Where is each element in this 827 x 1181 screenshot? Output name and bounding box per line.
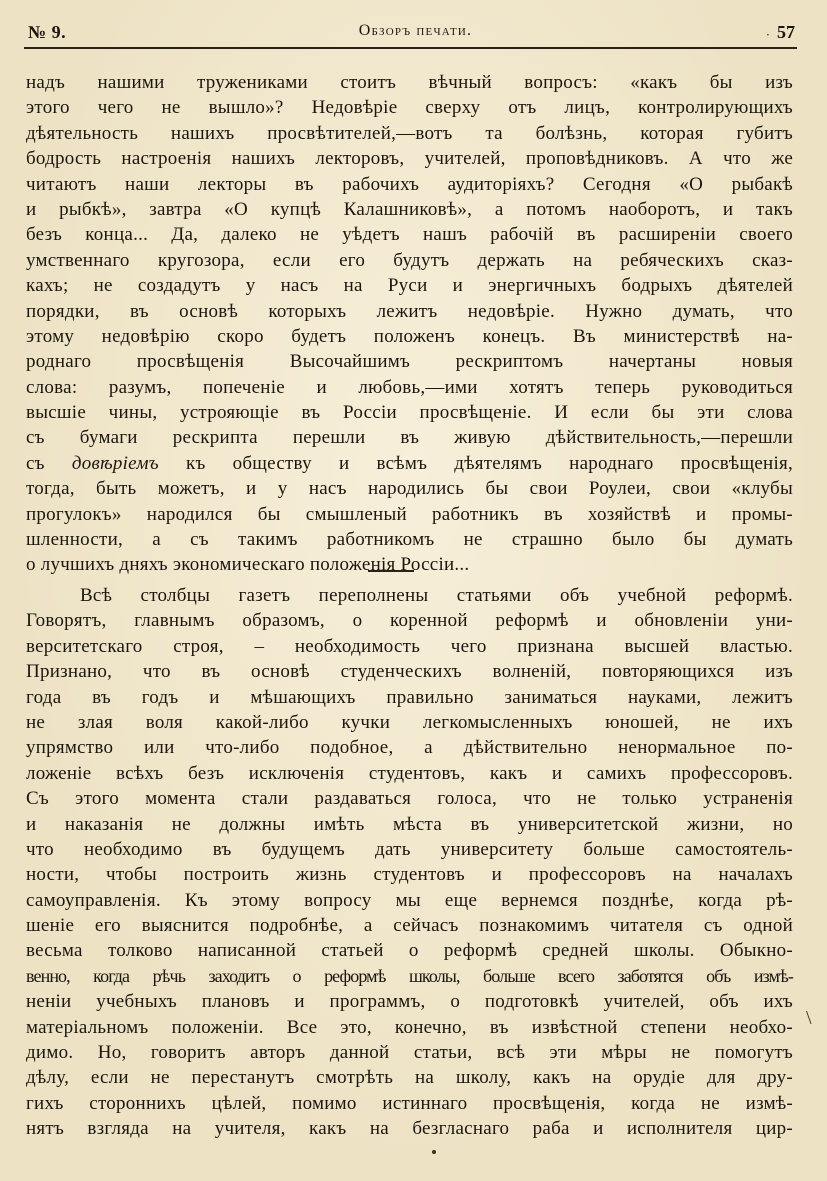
text-line: о лучшихъ дняхъ экономическаго положенія Россіи... (26, 554, 470, 576)
text-line: безъ конца... Да, далеко не уѣдетъ нашъ рабочій въ расширеніи своего (26, 224, 793, 246)
text-line: Съ этого момента стали раздаваться голоса, что не только устраненія (26, 788, 793, 810)
text-line: упрямство или что-либо подобное, а дѣйствительно ненормальное по- (26, 737, 793, 759)
text-line: съ бумаги рескрипта перешли въ живую дѣйствительность,—перешли (26, 427, 793, 449)
header-rule (24, 47, 797, 49)
text-line: что необходимо въ будущемъ дать университету больше самостоятель- (26, 838, 793, 860)
text-line: Всѣ столбцы газетъ переполнены статьями объ учебной реформѣ. (80, 585, 793, 606)
text-line: самоуправленія. Къ этому вопросу мы еще вернемся позднѣе, когда рѣ- (26, 889, 793, 911)
text-line: неніи учебныхъ плановъ и программъ, о подготовкѣ учителей, объ ихъ (26, 991, 793, 1013)
margin-tick-mark: \ (806, 1007, 812, 1029)
text-line: читаютъ наши лекторы въ рабочихъ аудиторіяхъ? Сегодня «О рыбакѣ (26, 173, 793, 195)
text-line: надъ нашими тружениками стоитъ вѣчный вопросъ: «какъ бы изъ (26, 72, 793, 93)
text-line: дѣлу, если не перестанутъ смотрѣть на школу, какъ на орудіе для дру- (26, 1067, 793, 1089)
text-line: Признано, что въ основѣ студенческихъ волненій, повторяющихся изъ (26, 661, 793, 683)
text-line: бодрость настроенія нашихъ лекторовъ, учителей, проповѣдниковъ. А что же (26, 148, 793, 170)
text-line: шленности, а съ такимъ работникомъ не страшно было бы думать (26, 529, 793, 551)
print-dot-mark (432, 1150, 436, 1154)
paragraph-continued (26, 70, 793, 578)
text-line: съ довѣріемъ къ обществу и всѣмъ дѣятелямъ народнаго просвѣщенія, (26, 452, 793, 474)
text-line: ложеніе всѣхъ безъ исключенія студентовъ, какъ и самихъ профессоровъ. (26, 762, 793, 784)
paragraph-school-reform (26, 583, 793, 1142)
text-line: и наказанія не должны имѣть мѣста въ университетской жизни, но (26, 813, 793, 835)
text-line: прогулокъ» народился бы смышленый работникъ въ хозяйствѣ и промы- (26, 503, 793, 525)
text-line: кахъ; не создадутъ у насъ на Руси и энергичныхъ бодрыхъ дѣятелей (26, 275, 793, 297)
text-line: слова: разумъ, попеченіе и любовь,—ими хотятъ теперь руководиться (26, 376, 793, 398)
text-line: димо. Но, говоритъ авторъ данной статьи, всѣ эти мѣры не помогутъ (26, 1042, 793, 1064)
running-title: Обзоръ печати. (358, 22, 473, 39)
text-line: роднаго просвѣщенія Высочайшимъ рескриптомъ начертаны новыя (26, 351, 793, 373)
text-line: матеріальномъ положеніи. Все это, конечно, въ извѣстной степени необхо- (26, 1016, 793, 1038)
text-line: умственнаго кругозора, если его будутъ держать на ребяческихъ сказ- (26, 249, 793, 271)
text-line: этому недовѣрію скоро будетъ положенъ конецъ. Въ министерствѣ на- (26, 325, 793, 347)
text-line: нятъ взгляда на учителя, какъ на безгласнаго раба и исполнителя цир- (26, 1118, 793, 1140)
text-line: года въ годъ и мѣшающихъ правильно заниматься науками, лежитъ (26, 686, 793, 708)
text-line: гихъ стороннихъ цѣлей, помимо истиннаго просвѣщенія, когда не измѣ- (26, 1092, 793, 1114)
text-line: весьма толково написанной статьей о реформѣ средней школы. Обыкно- (26, 940, 793, 962)
text-line: высшіе чины, устрояющіе въ Россіи просвѣщеніе. И если бы эти слова (26, 402, 793, 424)
text-line: тогда, быть можетъ, и у насъ народились бы свои Роулеи, свои «клубы (26, 478, 793, 500)
section-separator (368, 570, 414, 572)
text-line: ности, чтобы построить жизнь студентовъ и профессоровъ на началахъ (26, 864, 793, 886)
emphasized-word: довѣріемъ (71, 452, 159, 474)
text-line: не злая воля какой-либо кучки легкомысленныхъ юношей, не ихъ (26, 711, 793, 733)
issue-number: № 9. (28, 22, 67, 42)
text-line: дѣятельность нашихъ просвѣтителей,—вотъ та болѣзнь, которая губитъ (26, 122, 793, 144)
page-header (24, 18, 807, 46)
text-line: верситетскаго строя, – необходимость чего признана высшей властью. (26, 635, 793, 657)
text-line: венно, когда рѣчь заходитъ о реформѣ школы, больше всего заботятся объ измѣ- (26, 965, 793, 986)
page-number: 57 (777, 22, 795, 42)
text-line: и рыбкѣ», завтра «О купцѣ Калашниковѣ», а потомъ наоборотъ, и такъ (26, 198, 793, 220)
text-line: этого чего не вышло»? Недовѣріе сверху отъ лицъ, контролирующихъ (26, 97, 793, 119)
margin-mark: · (766, 28, 770, 42)
text-line: шеніе его выяснится подробнѣе, а сейчасъ познакомимъ читателя съ одной (26, 915, 793, 937)
text-line: порядки, въ основѣ которыхъ лежитъ недовѣріе. Нужно думать, что (26, 300, 793, 322)
text-line: Говорятъ, главнымъ образомъ, о коренной реформѣ и обновленіи уни- (26, 610, 793, 632)
